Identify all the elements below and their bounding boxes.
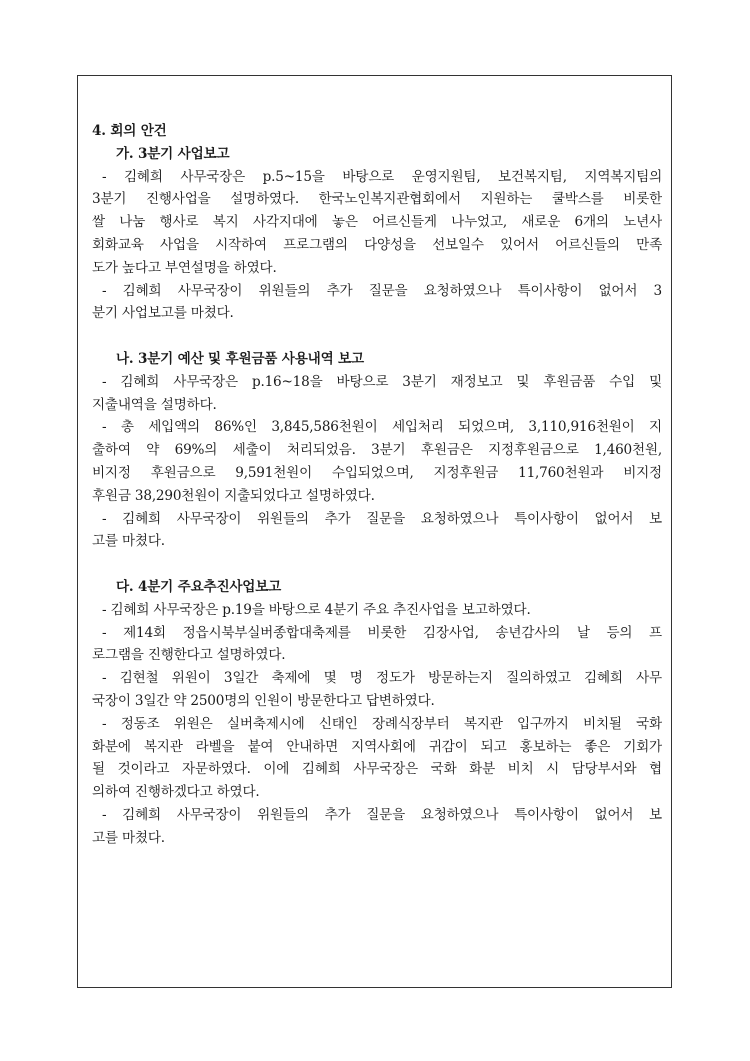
body-line: 쌀 나눔 행사로 복지 사각지대에 놓은 어르신들게 나누었고, 새로운 6개의 노년사 [92,214,662,231]
body-line: - 김혜희 사무국장은 p.19을 바탕으로 4분기 주요 추진사업을 보고하였다. [102,601,531,618]
section-heading-q4-project-report: 다. 4분기 주요추진사업보고 [116,578,282,595]
body-line: - 제14회 정읍시북부실버종합대축제를 비롯한 김장사업, 송년감사의 날 등의 프 [102,624,662,641]
body-line: 후원금 38,290천원이 지출되었다고 설명하였다. [92,487,375,504]
body-line: 로그램을 진행한다고 설명하였다. [92,647,286,664]
body-line: 회화교육 사업을 시작하여 프로그램의 다양성을 선보일수 있어서 어르신들의 만족 [92,236,662,253]
body-line: 3분기 진행사업을 설명하였다. 한국노인복지관협회에서 지원하는 쿨박스를 비롯한 [92,191,662,208]
section-spacer [92,553,662,576]
body-line: 고를 마쳤다. [92,533,165,550]
section-spacer [92,325,662,348]
section-heading-q3-business-report: 가. 3분기 사업보고 [116,145,230,162]
body-line: - 김혜희 사무국장은 p.16~18을 바탕으로 3분기 재정보고 및 후원금품 수입 및 [102,373,662,390]
body-line: 고를 마쳤다. [92,829,165,846]
body-line: 도가 높다고 부연설명을 하였다. [92,259,277,276]
body-line: - 김혜희 사무국장이 위원들의 추가 질문을 요청하였으나 특이사항이 없어서 3 [102,282,662,299]
body-line: - 정동조 위원은 실버축제시에 신태인 장례식장부터 복지관 입구까지 비치될 국화 [102,715,662,732]
section-heading-q3-budget-report: 나. 3분기 예산 및 후원금품 사용내역 보고 [116,350,364,367]
body-line: 될 것이라고 자문하였다. 이에 김혜희 사무국장은 국화 화분 비치 시 담당부서와 협 [92,761,662,778]
body-line: - 김혜희 사무국장이 위원들의 추가 질문을 요청하였으나 특이사항이 없어서 보 [102,510,662,527]
body-line: 국장이 3일간 약 2500명의 인원이 방문한다고 답변하였다. [92,692,435,709]
agenda-title: 4. 회의 안건 [92,123,167,139]
body-line: - 김혜희 사무국장은 p.5~15을 바탕으로 운영지원팀, 보건복지팀, 지역복지팀의 [102,168,662,185]
body-line: - 김현철 위원이 3일간 축제에 몇 명 정도가 방문하는지 질의하였고 김혜희 사무 [102,670,662,687]
body-line: 의하여 진행하겠다고 하였다. [92,784,260,801]
body-line: - 김혜희 사무국장이 위원들의 추가 질문을 요청하였으나 특이사항이 없어서 보 [102,806,662,823]
body-line: - 총 세입액의 86%인 3,845,586천원이 세입처리 되었으며, 3,110,916천원이 지 [102,419,662,436]
body-line: 비지정 후원금으로 9,591천원이 수입되었으며, 지정후원금 11,760천원과 비지정 [92,464,662,481]
body-line: 출하여 약 69%의 세출이 처리되었음. 3분기 후원금은 지정후원금으로 1,460천원, [92,442,662,459]
body-line: 지출내역을 설명하다. [92,396,217,413]
meeting-minutes-body [92,118,662,850]
body-line: 화분에 복지관 라벨을 붙여 안내하면 지역사회에 귀감이 되고 홍보하는 좋은 기회가 [92,738,662,755]
body-line: 분기 사업보고를 마쳤다. [92,305,234,322]
